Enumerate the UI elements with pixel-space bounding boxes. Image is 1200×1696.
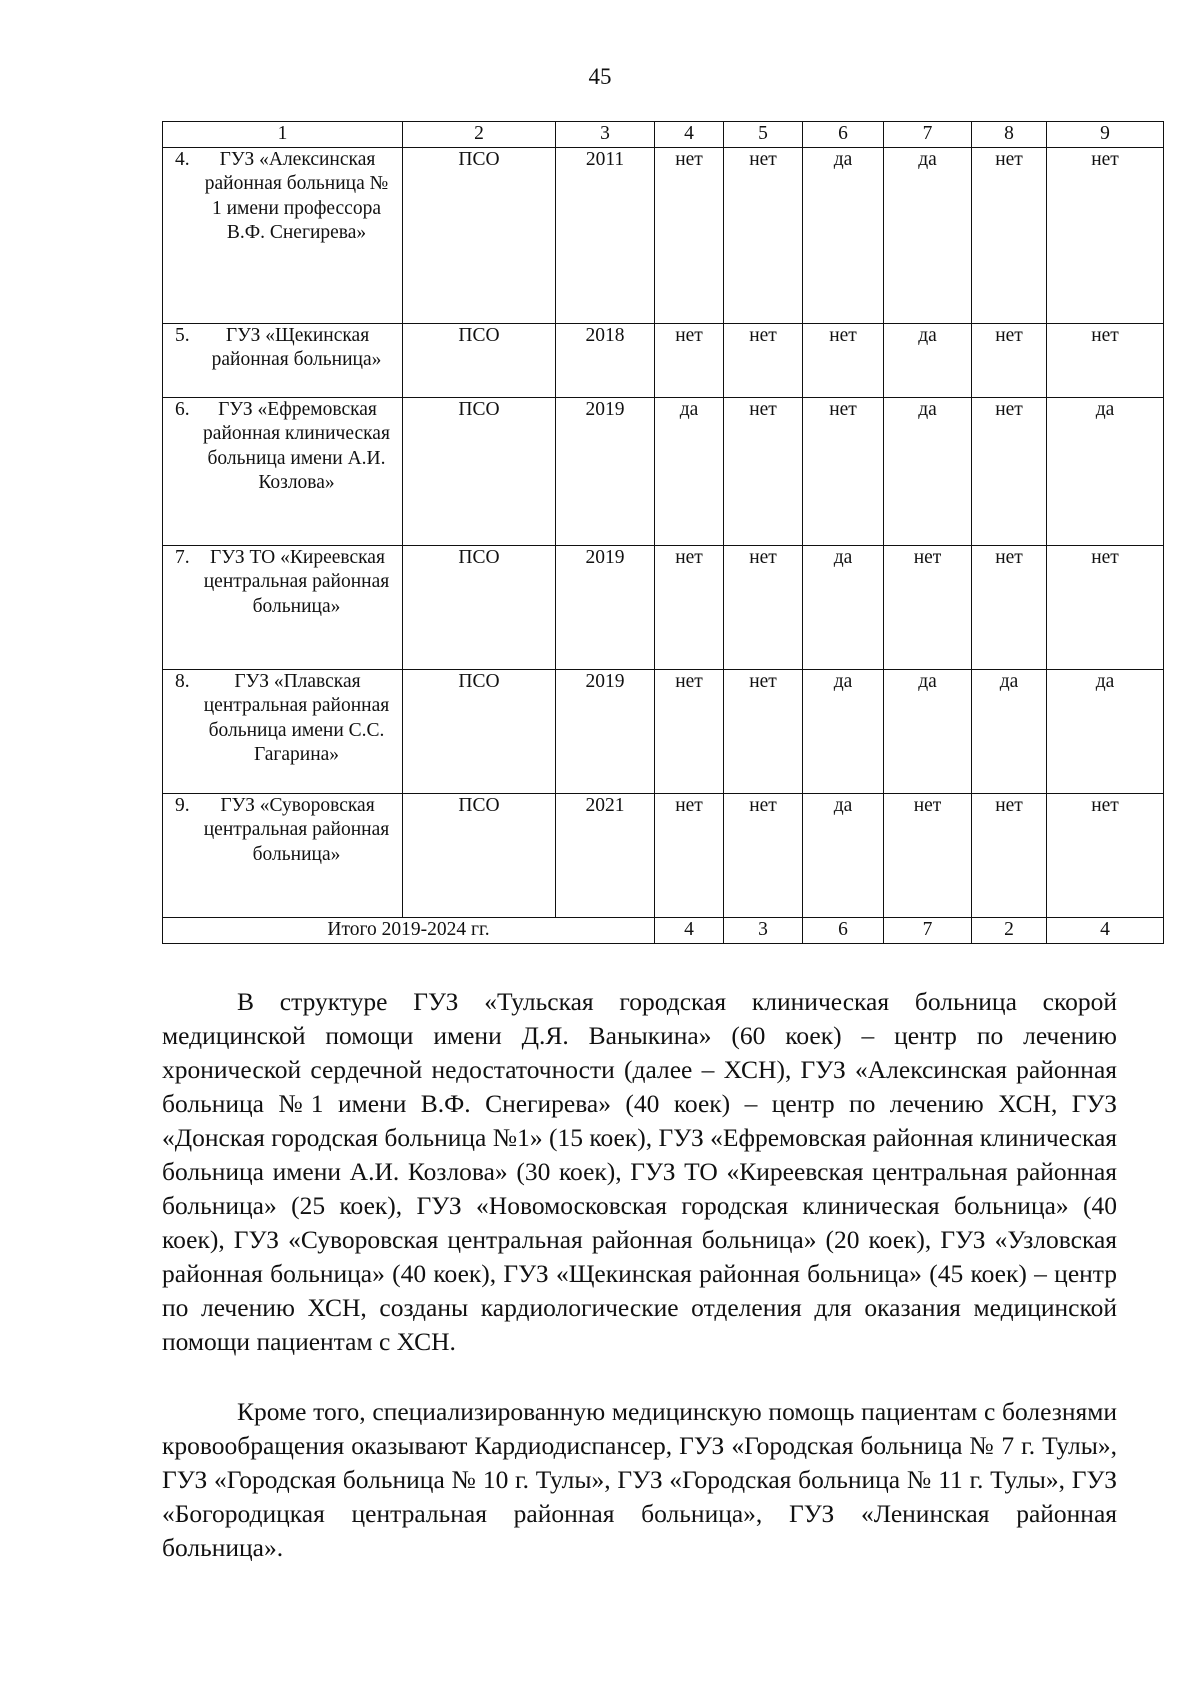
header-cell: 8 — [972, 122, 1047, 148]
header-cell: 7 — [884, 122, 972, 148]
row-number: 5. — [175, 324, 190, 346]
hospital-name: ГУЗ «Суворовская центральная районная больница» — [203, 794, 390, 865]
type-cell: ПСО — [403, 793, 556, 917]
col4-cell: да — [655, 397, 724, 545]
table-row — [163, 793, 1164, 917]
row-number: 6. — [175, 398, 190, 420]
col8-cell: нет — [972, 147, 1047, 323]
header-cell: 9 — [1047, 122, 1164, 148]
col6-cell: да — [803, 669, 884, 793]
hospital-cell — [163, 793, 403, 917]
col9-cell: да — [1047, 397, 1164, 545]
total-col5: 3 — [724, 917, 803, 943]
hospital-name: ГУЗ «Щекинская районная больница» — [211, 324, 382, 370]
table-total-row — [163, 917, 1164, 943]
col7-cell: да — [884, 397, 972, 545]
hospital-cell — [163, 669, 403, 793]
page-number: 45 — [588, 64, 612, 89]
col6-cell: нет — [803, 397, 884, 545]
col6-cell: нет — [803, 323, 884, 397]
total-col6: 6 — [803, 917, 884, 943]
header-cell: 1 — [163, 122, 403, 148]
type-cell: ПСО — [403, 397, 556, 545]
col7-cell: нет — [884, 793, 972, 917]
col4-cell: нет — [655, 147, 724, 323]
type-cell: ПСО — [403, 545, 556, 669]
col9-cell: нет — [1047, 545, 1164, 669]
year-cell: 2018 — [556, 323, 655, 397]
header-cell: 6 — [803, 122, 884, 148]
year-cell: 2019 — [556, 669, 655, 793]
table-row — [163, 545, 1164, 669]
col8-cell: нет — [972, 545, 1047, 669]
col8-cell: нет — [972, 323, 1047, 397]
body-paragraph: Кроме того, специализированную медицинскую помощь пациентам с болезнями кровообращения оказывают Кардиодиспансер, ГУЗ «Городская больница № 7 г. Тулы», ГУЗ «Городская больница № 10 г. Тулы», ГУЗ «Городская больница № 11 г. Тулы», ГУЗ «Богородицкая центральная районная больница», ГУЗ «Ленинская районная больница». — [162, 1397, 1117, 1562]
total-col8: 2 — [972, 917, 1047, 943]
hospital-cell — [163, 397, 403, 545]
row-number: 4. — [175, 148, 190, 170]
hospital-cell — [163, 545, 403, 669]
table-row — [163, 323, 1164, 397]
hospital-cell — [163, 323, 403, 397]
total-label: Итого 2019-2024 гг. — [163, 917, 655, 943]
table-header-row — [163, 122, 1164, 148]
body-paragraph: В структуре ГУЗ «Тульская городская клиническая больница скорой медицинской помощи имени Д.Я. Ваныкина» (60 коек) – центр по лечению хронической сердечной недостаточности (далее – ХСН), ГУЗ «Алексинская районная больница №1 имени В.Ф. Снегирева» (40 коек) – центр по лечению ХСН, ГУЗ «Донская городская больница №1» (15 коек), ГУЗ «Ефремовская районная клиническая больница имени А.И. Козлова» (30 коек), ГУЗ ТО «Киреевская центральная районная больница» (25 коек), ГУЗ «Новомосковская городская клиническая больница» (40 коек), ГУЗ «Суворовская центральная районная больница» (20 коек), ГУЗ «Узловская районная больница» (40 коек), ГУЗ «Щекинская районная больница» (45 коек) – центр по лечению ХСН, созданы кардиологические отделения для оказания медицинской помощи пациентам с ХСН. — [162, 987, 1117, 1356]
col5-cell: нет — [724, 397, 803, 545]
table-row — [163, 147, 1164, 323]
total-col9: 4 — [1047, 917, 1164, 943]
total-col4: 4 — [655, 917, 724, 943]
col7-cell: да — [884, 323, 972, 397]
col7-cell: да — [884, 147, 972, 323]
row-number: 9. — [175, 794, 190, 816]
type-cell: ПСО — [403, 323, 556, 397]
hospital-name: ГУЗ «Ефремовская районная клиническая больница имени А.И. Козлова» — [203, 398, 390, 493]
col8-cell: нет — [972, 397, 1047, 545]
header-cell: 3 — [556, 122, 655, 148]
col7-cell: нет — [884, 545, 972, 669]
type-cell: ПСО — [403, 147, 556, 323]
type-cell: ПСО — [403, 669, 556, 793]
col6-cell: да — [803, 545, 884, 669]
col9-cell: да — [1047, 669, 1164, 793]
col5-cell: нет — [724, 147, 803, 323]
col7-cell: да — [884, 669, 972, 793]
col5-cell: нет — [724, 793, 803, 917]
row-number: 8. — [175, 670, 190, 692]
col8-cell: да — [972, 669, 1047, 793]
header-cell: 4 — [655, 122, 724, 148]
col5-cell: нет — [724, 669, 803, 793]
col6-cell: да — [803, 147, 884, 323]
col4-cell: нет — [655, 793, 724, 917]
col9-cell: нет — [1047, 793, 1164, 917]
col8-cell: нет — [972, 793, 1047, 917]
year-cell: 2019 — [556, 397, 655, 545]
col4-cell: нет — [655, 545, 724, 669]
table-row — [163, 669, 1164, 793]
col5-cell: нет — [724, 323, 803, 397]
col4-cell: нет — [655, 669, 724, 793]
col6-cell: да — [803, 793, 884, 917]
hospital-name: ГУЗ ТО «Киреевская центральная районная больница» — [203, 546, 390, 617]
col4-cell: нет — [655, 323, 724, 397]
header-cell: 5 — [724, 122, 803, 148]
year-cell: 2021 — [556, 793, 655, 917]
year-cell: 2011 — [556, 147, 655, 323]
hospital-table — [162, 121, 1164, 944]
hospital-name: ГУЗ «Алексинская районная больница № 1 имени профессора В.Ф. Снегирева» — [204, 148, 389, 243]
total-col7: 7 — [884, 917, 972, 943]
year-cell: 2019 — [556, 545, 655, 669]
col9-cell: нет — [1047, 323, 1164, 397]
col9-cell: нет — [1047, 147, 1164, 323]
hospital-name: ГУЗ «Плавская центральная районная больница имени С.С. Гагарина» — [203, 670, 390, 765]
table-row — [163, 397, 1164, 545]
header-cell: 2 — [403, 122, 556, 148]
hospital-cell — [163, 147, 403, 323]
row-number: 7. — [175, 546, 190, 568]
col5-cell: нет — [724, 545, 803, 669]
